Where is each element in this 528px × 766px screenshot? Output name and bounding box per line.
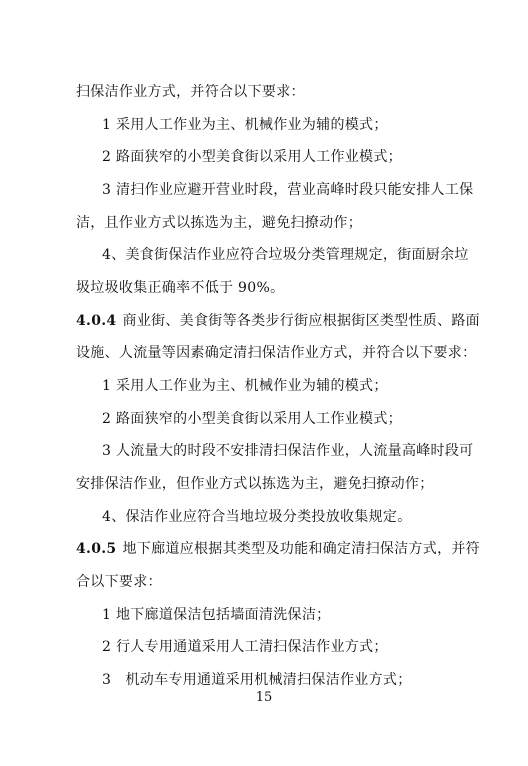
body-text-line: 洁，且作业方式以拣选为主，避免扫撩动作；: [76, 215, 362, 231]
list-item: 2 路面狭窄的小型美食街以采用人工作业模式；: [102, 411, 402, 427]
list-item: 1 采用人工作业为主、机械作业为辅的模式；: [102, 378, 388, 394]
section-heading-line: 4.0.5 地下廊道应根据其类型及功能和确定清扫保洁方式，并符: [76, 541, 480, 557]
list-item: 4、保洁作业应符合当地垃圾分类投放收集规定。: [102, 509, 412, 525]
body-text-line: 扫保洁作业方式，并符合以下要求：: [76, 84, 305, 100]
section-number: 4.0.4: [76, 313, 117, 329]
section-heading-line: 4.0.4 商业街、美食街等各类步行街应根据街区类型性质、路面: [76, 313, 480, 329]
list-item: 2 行人专用通道采用人工清扫保洁作业方式；: [102, 639, 388, 655]
body-text-line: 圾垃圾收集正确率不低于 90%。: [76, 280, 285, 296]
list-item: 4、美食街保洁作业应符合垃圾分类管理规定，街面厨余垃: [102, 247, 469, 263]
list-item: 3 机动车专用通道采用机械清扫保洁作业方式；: [102, 672, 412, 688]
list-item: 3 人流量大的时段不安排清扫保洁作业，人流量高峰时段可: [102, 443, 474, 459]
body-text-line: 合以下要求：: [76, 574, 162, 590]
list-item: 3 清扫作业应避开营业时段，营业高峰时段只能安排人工保: [102, 182, 474, 198]
list-item: 1 采用人工作业为主、机械作业为辅的模式；: [102, 117, 388, 133]
body-text-line: 安排保洁作业，但作业方式以拣选为主，避免扫撩动作；: [76, 476, 434, 492]
page-number: 15: [255, 690, 273, 705]
body-text-line: 设施、人流量等因素确定清扫保洁作业方式，并符合以下要求：: [76, 345, 477, 361]
list-item: 1 地下廊道保洁包括墙面清洗保洁；: [102, 607, 331, 623]
list-item: 2 路面狭窄的小型美食街以采用人工作业模式；: [102, 149, 402, 165]
section-number: 4.0.5: [76, 541, 117, 557]
